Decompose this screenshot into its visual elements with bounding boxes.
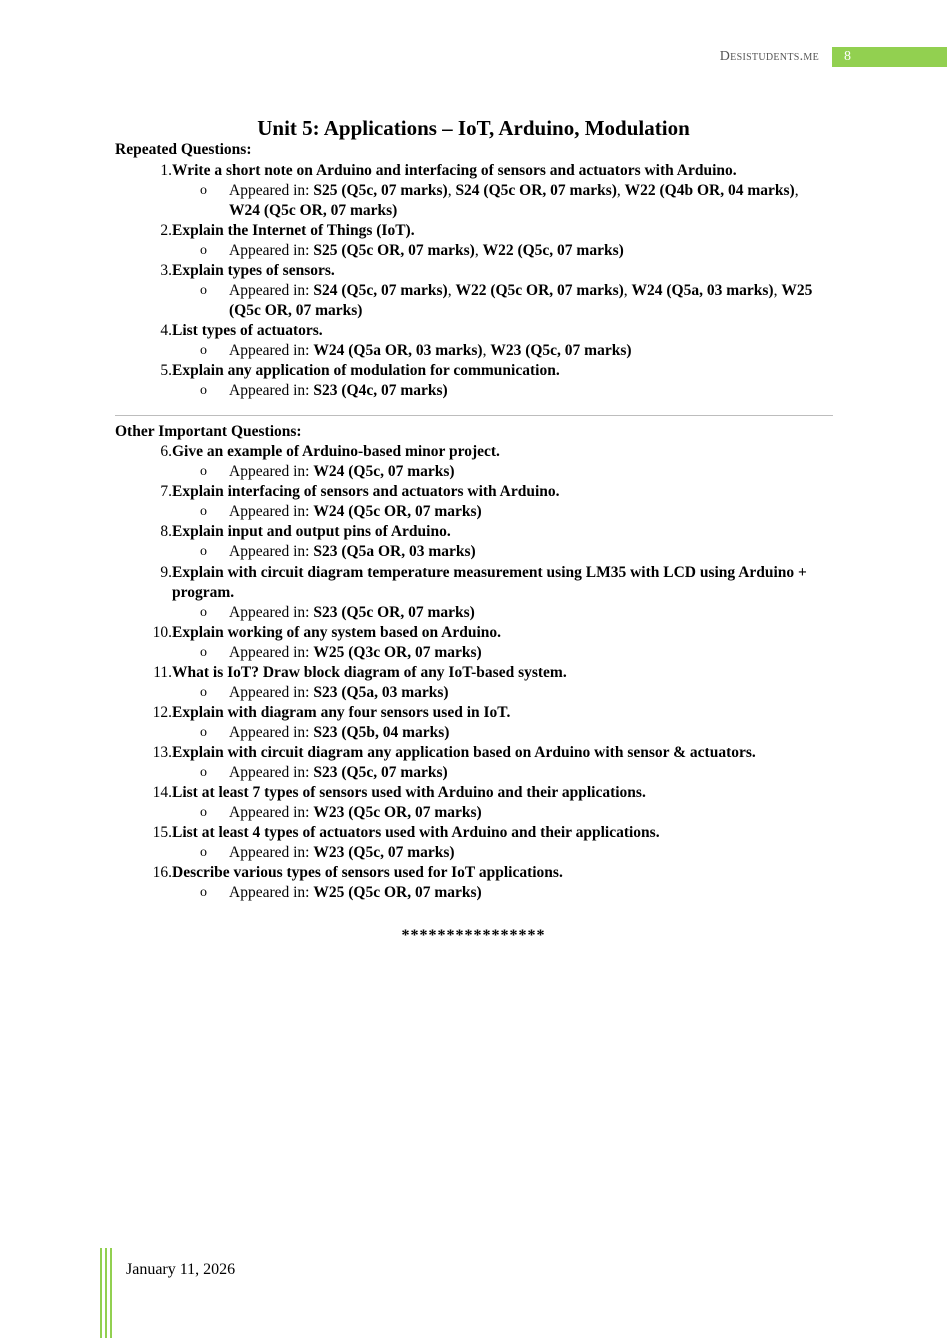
exam-reference: S23 (Q4c, 07 marks) <box>313 382 448 399</box>
question-number: 8. <box>160 523 172 540</box>
exam-reference: W25 (Q3c OR, 07 marks) <box>313 644 482 661</box>
appeared-in-text <box>229 381 819 401</box>
question-number: 6. <box>160 443 172 460</box>
appeared-in-text: Appeared in: S24 (Q5c, 07 marks), W22 (Q5c OR, 07 marks), W24 (Q5a, 03 marks), W25 (Q5c OR, 07 marks) <box>229 282 813 319</box>
exam-reference: W23 (Q5c, 07 marks) <box>313 844 455 861</box>
appeared-in-prefix: Appeared in: <box>229 804 314 821</box>
question-item <box>140 221 840 241</box>
question-text: Explain types of sensors. <box>172 262 335 279</box>
question-number: 16. <box>152 864 172 881</box>
appeared-in-prefix: Appeared in: <box>229 604 314 621</box>
question-text: Explain input and output pins of Arduino. <box>172 523 451 540</box>
appeared-in-prefix: Appeared in: <box>229 724 314 741</box>
exam-reference: W24 (Q5c OR, 07 marks) <box>229 202 398 219</box>
appeared-in-text <box>229 683 819 703</box>
page-title: Unit 5: Applications – IoT, Arduino, Modulation <box>257 116 690 140</box>
appeared-in-prefix: Appeared in: <box>229 342 314 359</box>
appeared-in-text: Appeared in: W24 (Q5a OR, 03 marks), W23 (Q5c, 07 marks) <box>229 342 632 359</box>
exam-reference: S25 (Q5c, 07 marks) <box>313 182 448 199</box>
question-item <box>140 522 840 542</box>
appeared-in-text <box>229 643 819 663</box>
appeared-in-prefix: Appeared in: <box>229 644 314 661</box>
question-number: 13. <box>152 744 172 761</box>
appeared-in-text: Appeared in: S25 (Q5c OR, 07 marks), W22 (Q5c, 07 marks) <box>229 242 624 259</box>
question-item <box>140 863 840 883</box>
question-number: 7. <box>160 483 172 500</box>
bullet-icon: o <box>200 544 207 559</box>
appeared-in-prefix: Appeared in: <box>229 884 314 901</box>
question-number: 14. <box>152 784 172 801</box>
appeared-in-prefix: Appeared in: <box>229 182 314 199</box>
question-text: List at least 4 types of actuators used with Arduino and their applications. <box>172 824 660 841</box>
bullet-icon: o <box>200 725 207 740</box>
bullet-icon: o <box>200 685 207 700</box>
exam-reference: W23 (Q5c OR, 07 marks) <box>313 804 482 821</box>
appeared-in-text: Appeared in: S25 (Q5c, 07 marks), S24 (Q5c OR, 07 marks), W22 (Q4b OR, 04 marks), W24 (Q5c OR, 07 marks) <box>229 182 799 219</box>
bullet-icon: o <box>200 805 207 820</box>
question-text: Explain the Internet of Things (IoT). <box>172 222 415 239</box>
exam-reference: S24 (Q5c, 07 marks) <box>313 282 448 299</box>
appeared-in-text <box>229 462 819 482</box>
question-number: 12. <box>152 704 172 721</box>
question-number: 1. <box>160 162 172 179</box>
appeared-in-prefix: Appeared in: <box>229 543 314 560</box>
section-divider <box>115 415 833 416</box>
question-number: 10. <box>152 624 172 641</box>
question-text: Explain with circuit diagram any application based on Arduino with sensor & actuators. <box>172 744 756 761</box>
bullet-icon: o <box>200 605 207 620</box>
question-item <box>140 161 840 181</box>
question-text: What is IoT? Draw block diagram of any IoT-based system. <box>172 664 567 681</box>
question-number: 3. <box>160 262 172 279</box>
appeared-in-text <box>229 763 819 783</box>
exam-reference: W24 (Q5c, 07 marks) <box>313 463 455 480</box>
question-text: Explain interfacing of sensors and actuators with Arduino. <box>172 483 560 500</box>
appeared-in-prefix: Appeared in: <box>229 382 314 399</box>
exam-reference: W22 (Q5c OR, 07 marks) <box>455 282 624 299</box>
bullet-icon: o <box>200 243 207 258</box>
question-text: Describe various types of sensors used for IoT applications. <box>172 864 563 881</box>
appeared-in-prefix: Appeared in: <box>229 282 314 299</box>
question-item <box>140 743 840 763</box>
bullet-icon: o <box>200 343 207 358</box>
other-questions-heading: Other Important Questions: <box>115 423 302 440</box>
appeared-in-text <box>229 542 819 562</box>
question-item <box>140 482 840 502</box>
appeared-in-text <box>229 803 819 823</box>
exam-reference: W23 (Q5c, 07 marks) <box>490 342 632 359</box>
exam-reference: S23 (Q5a, 03 marks) <box>313 684 449 701</box>
repeated-questions-heading: Repeated Questions: <box>115 141 252 158</box>
bullet-icon: o <box>200 885 207 900</box>
question-text: Give an example of Arduino-based minor project. <box>172 443 500 460</box>
exam-reference: S23 (Q5b, 04 marks) <box>313 724 450 741</box>
question-text: List types of actuators. <box>172 322 323 339</box>
exam-reference: W24 (Q5c OR, 07 marks) <box>313 503 482 520</box>
appeared-in-prefix: Appeared in: <box>229 844 314 861</box>
question-item <box>140 783 840 803</box>
question-text: Explain working of any system based on Arduino. <box>172 624 502 641</box>
exam-reference: W22 (Q5c, 07 marks) <box>482 242 624 259</box>
appeared-in-prefix: Appeared in: <box>229 242 314 259</box>
appeared-in-text <box>229 723 819 743</box>
question-text: Write a short note on Arduino and interfacing of sensors and actuators with Arduino. <box>172 162 737 179</box>
appeared-in-prefix: Appeared in: <box>229 764 314 781</box>
bullet-icon: o <box>200 765 207 780</box>
question-item <box>140 563 840 601</box>
appeared-in-prefix: Appeared in: <box>229 463 314 480</box>
bullet-icon: o <box>200 283 207 298</box>
end-separator: **************** <box>401 927 546 944</box>
question-text: Explain with diagram any four sensors used in IoT. <box>172 704 511 721</box>
appeared-in-text <box>229 603 819 623</box>
question-item <box>140 663 840 683</box>
question-item <box>140 823 840 843</box>
question-text: Explain with circuit diagram temperature measurement using LM35 with LCD using Arduino + program. <box>172 564 807 601</box>
question-number: 4. <box>160 322 172 339</box>
exam-reference: S23 (Q5a OR, 03 marks) <box>313 543 476 560</box>
bullet-icon: o <box>200 183 207 198</box>
exam-reference: W24 (Q5a OR, 03 marks) <box>313 342 483 359</box>
footer-decoration <box>100 1248 114 1338</box>
appeared-in-prefix: Appeared in: <box>229 503 314 520</box>
appeared-in-text <box>229 843 819 863</box>
question-number: 11. <box>153 664 172 681</box>
bullet-icon: o <box>200 645 207 660</box>
exam-reference: W25 (Q5c OR, 07 marks) <box>229 282 813 319</box>
footer-date: January 11, 2026 <box>126 1261 236 1278</box>
question-number: 2. <box>160 222 172 239</box>
bullet-icon: o <box>200 504 207 519</box>
exam-reference: S25 (Q5c OR, 07 marks) <box>313 242 475 259</box>
header-site-name: Desistudents.me <box>719 49 819 64</box>
question-number: 15. <box>152 824 172 841</box>
exam-reference: W24 (Q5a, 03 marks) <box>631 282 774 299</box>
exam-reference: S24 (Q5c OR, 07 marks) <box>455 182 617 199</box>
question-item <box>140 442 840 462</box>
bullet-icon: o <box>200 383 207 398</box>
exam-reference: S23 (Q5c, 07 marks) <box>313 764 448 781</box>
exam-reference: W22 (Q4b OR, 04 marks) <box>624 182 795 199</box>
bullet-icon: o <box>200 845 207 860</box>
question-number: 5. <box>160 362 172 379</box>
page-number: 8 <box>832 47 947 67</box>
appeared-in-text <box>229 883 819 903</box>
question-item <box>140 261 840 281</box>
question-item <box>140 321 840 341</box>
exam-reference: W25 (Q5c OR, 07 marks) <box>313 884 482 901</box>
bullet-icon: o <box>200 464 207 479</box>
question-item <box>140 361 840 381</box>
question-text: Explain any application of modulation for communication. <box>172 362 560 379</box>
appeared-in-prefix: Appeared in: <box>229 684 314 701</box>
question-item <box>140 623 840 643</box>
question-text: List at least 7 types of sensors used with Arduino and their applications. <box>172 784 646 801</box>
question-number: 9. <box>160 564 172 581</box>
appeared-in-text <box>229 502 819 522</box>
exam-reference: S23 (Q5c OR, 07 marks) <box>313 604 475 621</box>
question-item <box>140 703 840 723</box>
